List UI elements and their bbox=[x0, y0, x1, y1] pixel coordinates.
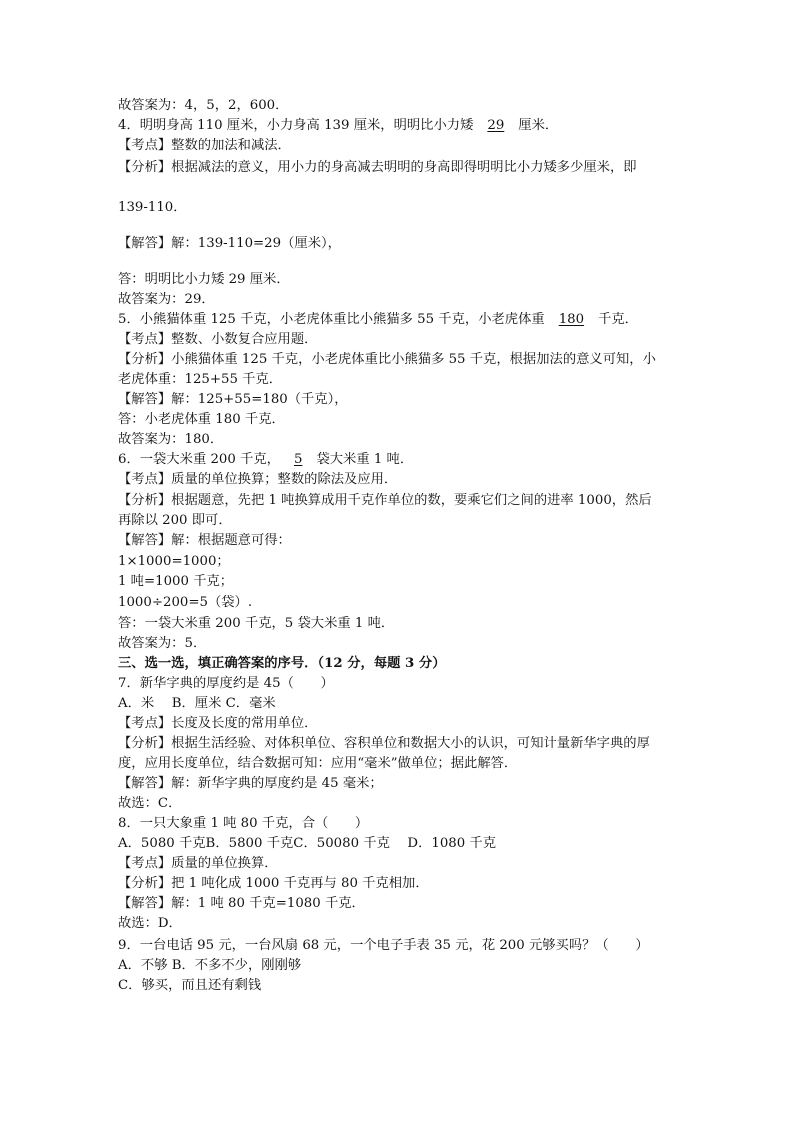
text-line bbox=[118, 310, 638, 330]
text-line bbox=[118, 894, 365, 914]
line-text: 1×1000=1000； bbox=[118, 554, 230, 569]
line-text: 【解答】解：根据题意可得： bbox=[118, 533, 291, 548]
text-line bbox=[118, 572, 233, 592]
line-text: 【分析】根据题意，先把 1 吨换算成用千克作单位的数，要乘它们之间的进率 1000，然后 bbox=[118, 493, 652, 508]
line-text: 【考点】长度及长度的常用单位． bbox=[118, 716, 318, 731]
line-text: 【分析】小熊猫体重 125 千克，小老虎体重比小熊猫多 55 千克，根据加法的意义可知，小 bbox=[118, 352, 656, 367]
line-text: 【分析】根据减法的意义，用小力的身高减去明明的身高即得明明比小力矮多少厘米，即 bbox=[118, 160, 637, 175]
line-text: 【考点】质量的单位换算． bbox=[118, 856, 278, 871]
line-text: 【考点】整数、小数复合应用题． bbox=[118, 332, 318, 347]
line-text: 再除以 200 即可． bbox=[118, 513, 232, 528]
line-text: 答：明明比小力矮 29 厘米． bbox=[118, 272, 290, 287]
line-text: 故选：C． bbox=[118, 796, 182, 811]
text-line bbox=[118, 290, 215, 310]
section-heading bbox=[118, 654, 446, 674]
line-text: 故答案为：5． bbox=[118, 636, 207, 651]
text-line bbox=[118, 976, 261, 996]
text-line bbox=[118, 234, 341, 254]
line-text: 【考点】整数的加法和减法． bbox=[118, 138, 291, 153]
line-text: C．够买，而且还有剩钱 bbox=[118, 978, 262, 993]
line-text: 【考点】质量的单位换算；整数的除法及应用． bbox=[118, 472, 398, 487]
text-line bbox=[118, 136, 291, 156]
line-text: 答：小老虎体重 180 千克． bbox=[118, 412, 285, 427]
text-line bbox=[118, 674, 334, 694]
answer-blank: 5 bbox=[293, 452, 303, 467]
line-text: A．不够 B．不多不少，刚刚够 bbox=[118, 958, 302, 973]
line-text: 【解答】解：1 吨 80 千克=1080 千克． bbox=[118, 896, 365, 911]
text-line bbox=[118, 774, 383, 794]
line-text: 5．小熊猫体重 125 千克，小老虎体重比小熊猫多 55 千克，小老虎体重 bbox=[118, 312, 545, 327]
text-line bbox=[118, 794, 181, 814]
text-line bbox=[118, 450, 413, 470]
line-text: 老虎体重：125+55 千克． bbox=[118, 372, 283, 387]
line-text: 1000÷200=5（袋）. bbox=[118, 595, 253, 610]
text-line bbox=[118, 614, 394, 634]
line-text: 度，应用长度单位，结合数据可知：应用“毫米”做单位；据此解答． bbox=[118, 756, 518, 771]
line-text: 【分析】根据生活经验、对体积单位、容积单位和数据大小的认识，可知计量新华字典的厚 bbox=[118, 736, 650, 751]
line-text: 6．一袋大米重 200 千克， bbox=[118, 452, 280, 467]
text-line bbox=[118, 270, 290, 290]
line-text: 【解答】解：139-110=29（厘米）， bbox=[118, 236, 341, 251]
text-line bbox=[118, 430, 223, 450]
text-line bbox=[118, 874, 429, 894]
text-line bbox=[118, 116, 558, 136]
text-line bbox=[118, 552, 230, 572]
text-line bbox=[118, 834, 496, 854]
line-text-after: 厘米． bbox=[518, 118, 559, 133]
answer-blank: 29 bbox=[487, 118, 505, 133]
text-line bbox=[118, 956, 301, 976]
line-text: 【解答】解：新华字典的厚度约是 45 毫米； bbox=[118, 776, 383, 791]
text-line bbox=[118, 734, 650, 754]
line-text-after: 千克． bbox=[598, 312, 638, 327]
line-text: 4．明明身高 110 厘米，小力身高 139 厘米，明明比小力矮 bbox=[118, 118, 474, 133]
line-text: 9．一台电话 95 元，一台风扇 68 元，一个电子手表 35 元，花 200 元够买吗？（ ） bbox=[118, 938, 649, 953]
line-text: A．米 B．厘米 C．毫米 bbox=[118, 696, 276, 711]
text-line bbox=[118, 754, 517, 774]
text-line bbox=[118, 511, 232, 531]
text-line bbox=[118, 593, 252, 613]
line-text: 139-110． bbox=[118, 200, 187, 215]
text-line bbox=[118, 96, 288, 116]
text-line bbox=[118, 330, 317, 350]
line-text: 故答案为：180． bbox=[118, 432, 224, 447]
text-line bbox=[118, 936, 649, 956]
line-text: 【解答】解：125+55=180（千克）， bbox=[118, 392, 348, 407]
text-line bbox=[118, 491, 652, 511]
text-line bbox=[118, 634, 206, 654]
line-text: 故答案为：4，5，2，600． bbox=[118, 98, 289, 113]
text-line bbox=[118, 158, 637, 178]
answer-blank: 180 bbox=[558, 312, 585, 327]
text-line bbox=[118, 854, 278, 874]
text-line bbox=[118, 914, 182, 934]
text-line bbox=[118, 410, 285, 430]
line-text: 答：一袋大米重 200 千克，5 袋大米重 1 吨． bbox=[118, 616, 395, 631]
line-text: 故选：D． bbox=[118, 916, 182, 931]
text-line bbox=[118, 714, 317, 734]
line-text: 故答案为：29． bbox=[118, 292, 215, 307]
text-line bbox=[118, 814, 368, 834]
text-line bbox=[118, 390, 348, 410]
text-line bbox=[118, 470, 397, 490]
text-line bbox=[118, 694, 276, 714]
text-line bbox=[118, 370, 282, 390]
line-text: A．5080 千克B．5800 千克C．50080 千克 D．1080 千克 bbox=[118, 836, 497, 851]
text-line bbox=[118, 531, 291, 551]
text-line bbox=[118, 198, 187, 218]
line-text: 【分析】把 1 吨化成 1000 千克再与 80 千克相加． bbox=[118, 876, 429, 891]
line-text: 7．新华字典的厚度约是 45（ ） bbox=[118, 676, 334, 691]
line-text: 1 吨=1000 千克； bbox=[118, 574, 234, 589]
line-text-after: 袋大米重 1 吨． bbox=[316, 452, 414, 467]
text-line bbox=[118, 350, 656, 370]
line-text: 8．一只大象重 1 吨 80 千克，合（ ） bbox=[118, 816, 369, 831]
line-text: 三、选一选，填正确答案的序号．（12 分，每题 3 分） bbox=[118, 656, 446, 671]
